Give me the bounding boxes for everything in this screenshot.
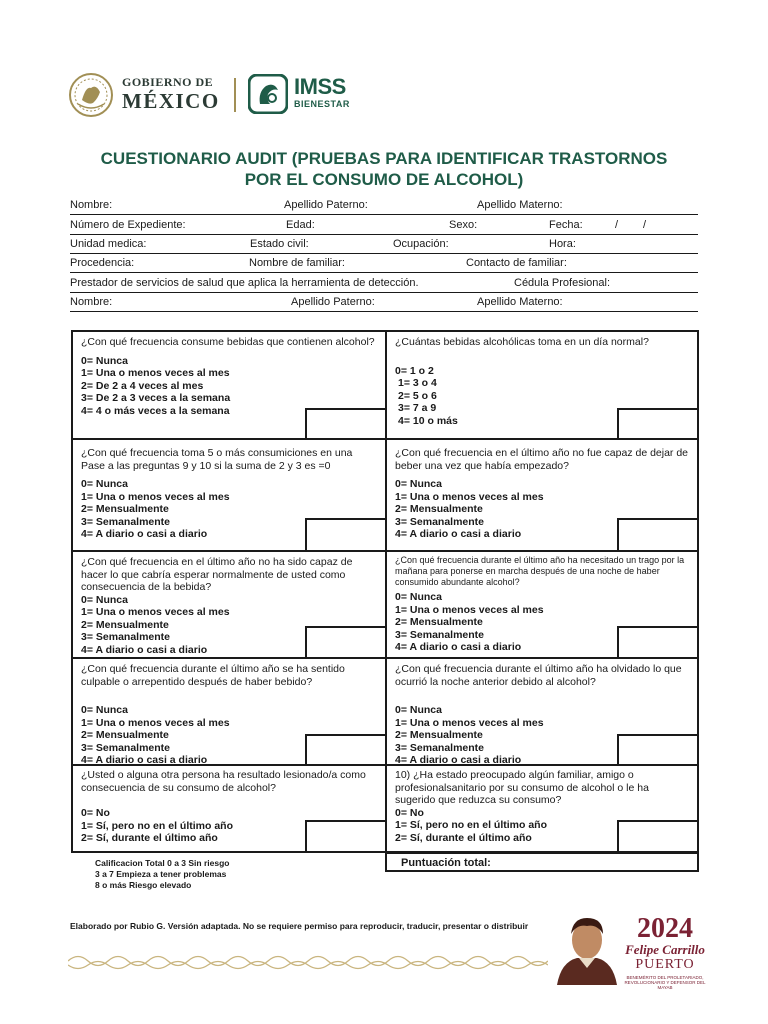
portrait-illustration-icon <box>553 910 621 985</box>
question-6-text: ¿Con qué frecuencia durante el último año ha necesitado un trago por la mañana para ponerse en marcha después de una noche de haber consumido abundante alcohol? <box>395 555 685 587</box>
anniversary-name: Felipe Carrillo <box>625 942 705 957</box>
form-row-unidad[interactable] <box>70 235 698 254</box>
question-9-text: ¿Usted o alguna otra persona ha resultado lesionado/a como consecuencia de su consumo de alcohol? <box>81 769 366 794</box>
label-apellido-paterno: Apellido Paterno: <box>284 199 368 211</box>
q8-answer-box[interactable] <box>617 734 699 766</box>
document-title <box>40 148 728 190</box>
q4-option-4: 4= A diario o casi a diario <box>395 528 522 540</box>
form-row-prestador-name[interactable] <box>70 293 698 312</box>
q10-option-1: 1= Sí, pero no en el último año <box>395 819 547 831</box>
q1-answer-box[interactable] <box>305 408 387 440</box>
q1-option-2: 2= De 2 a 4 veces al mes <box>81 379 204 392</box>
label-apellido-materno-prestador: Apellido Materno: <box>477 296 563 308</box>
footer-credit: Elaborado por Rubio G. Versión adaptada. No se requiere permiso para reproducir, traducir, presentar o distribuir <box>70 921 529 931</box>
q6-option-4: 4= A diario o casi a diario <box>395 641 522 653</box>
q5-option-3: 3= Semanalmente <box>81 631 171 643</box>
q5-option-0: 0= Nunca <box>81 593 128 606</box>
header-divider <box>234 78 236 112</box>
q1-option-3: 3= De 2 a 3 veces a la semana <box>81 392 231 404</box>
form-row-patient-name[interactable] <box>70 196 698 215</box>
q1-option-4: 4= 4 o más veces a la semana <box>81 404 230 417</box>
q2-option-0: 0= 1 o 2 <box>395 364 434 377</box>
title-line1: CUESTIONARIO AUDIT (PRUEBAS PARA IDENTIFICAR TRASTORNOS <box>100 149 668 168</box>
q4-answer-box[interactable] <box>617 518 699 550</box>
q9-option-1: 1= Sí, pero no en el último año <box>81 819 233 832</box>
q3-option-0: 0= Nunca <box>81 478 128 490</box>
q9-option-2: 2= Sí, durante el último año <box>81 832 218 844</box>
q7-option-4: 4= A diario o casi a diario <box>81 754 208 766</box>
label-nombre: Nombre: <box>70 199 113 211</box>
scoring-legend <box>95 858 229 891</box>
q8-option-2: 2= Mensualmente <box>395 729 483 741</box>
question-1-text: ¿Con qué frecuencia consume bebidas que contienen alcohol? <box>81 336 375 348</box>
q6-option-0: 0= Nunca <box>395 591 442 603</box>
q9-option-0: 0= No <box>81 807 110 819</box>
label-edad: Edad: <box>286 219 315 231</box>
q9-answer-box[interactable] <box>305 820 387 852</box>
form-row-prestador[interactable] <box>70 274 698 293</box>
gobierno-line2: MÉXICO <box>122 89 220 113</box>
gobierno-logo-text <box>122 76 220 112</box>
gobierno-line1: GOBIERNO DE <box>122 75 214 89</box>
q6-answer-box[interactable] <box>617 626 699 658</box>
q4-option-2: 2= Mensualmente <box>395 503 483 515</box>
q6-option-3: 3= Semanalmente <box>395 628 485 641</box>
label-contacto-familiar: Contacto de familiar: <box>466 257 567 269</box>
label-prestador: Prestador de servicios de salud que aplica la herramienta de detección. <box>70 277 419 289</box>
q5-answer-box[interactable] <box>305 626 387 658</box>
question-8-text: ¿Con qué frecuencia durante el último año ha olvidado lo que ocurrió la noche anterior debido al alcohol? <box>395 663 682 688</box>
q3-option-1: 1= Una o menos veces al mes <box>81 490 230 503</box>
q5-option-4: 4= A diario o casi a diario <box>81 643 208 656</box>
label-sexo: Sexo: <box>449 219 478 231</box>
q8-option-0: 0= Nunca <box>395 704 442 716</box>
question-7-text: ¿Con qué frecuencia durante el último año se ha sentido culpable o arrepentido después de haber bebido? <box>81 663 345 688</box>
q2-option-2: 2= 5 o 6 <box>398 389 437 402</box>
imss-emblem-icon <box>248 74 288 114</box>
label-nombre-prestador: Nombre: <box>70 296 113 308</box>
q7-option-1: 1= Una o menos veces al mes <box>81 716 230 729</box>
question-2-text: ¿Cuántas bebidas alcohólicas toma en un día normal? <box>395 336 649 348</box>
q6-option-2: 2= Mensualmente <box>395 616 483 628</box>
mexico-seal-icon <box>68 72 114 118</box>
imss-line2: BIENESTAR <box>294 99 350 109</box>
header-logos <box>68 72 368 120</box>
anniversary-year: 2024 <box>637 913 693 944</box>
q8-option-4: 4= A diario o casi a diario <box>395 754 522 766</box>
label-fecha: Fecha: <box>549 219 583 231</box>
label-unidad-medica: Unidad medica: <box>70 238 147 250</box>
label-estado-civil: Estado civil: <box>250 238 309 250</box>
date-slash-2: / <box>643 219 647 231</box>
q7-answer-box[interactable] <box>305 734 387 766</box>
q5-option-2: 2= Mensualmente <box>81 618 169 631</box>
q2-option-4: 4= 10 o más <box>398 414 458 427</box>
label-apellido-paterno-prestador: Apellido Paterno: <box>291 296 375 308</box>
question-1 <box>81 336 377 417</box>
grid-divider-row2 <box>71 550 699 552</box>
label-ocupacion: Ocupación: <box>393 238 449 250</box>
q7-option-3: 3= Semanalmente <box>81 741 171 754</box>
q1-option-1: 1= Una o menos veces al mes <box>81 367 230 379</box>
imss-line1: IMSS <box>294 74 346 99</box>
anniversary-logo <box>620 915 710 990</box>
q4-option-1: 1= Una o menos veces al mes <box>395 490 544 503</box>
q10-option-0: 0= No <box>395 806 424 819</box>
q1-option-0: 0= Nunca <box>81 354 128 367</box>
label-expediente: Número de Expediente: <box>70 219 186 231</box>
scoring-line-2: 3 a 7 Empieza a tener problemas <box>95 869 227 879</box>
question-5-text: ¿Con qué frecuencia en el último año no ha sido capaz de hacer lo que cabría esperar normalmente de usted como consecuencia de la bebida? <box>81 556 353 593</box>
anniversary-place: PUERTO <box>635 957 695 972</box>
scoring-line-3: 8 o más Riesgo elevado <box>95 880 192 890</box>
date-slash-1: / <box>615 219 619 231</box>
label-procedencia: Procedencia: <box>70 257 135 269</box>
q4-option-0: 0= Nunca <box>395 478 442 490</box>
q8-option-1: 1= Una o menos veces al mes <box>395 716 544 729</box>
q7-option-2: 2= Mensualmente <box>81 729 169 741</box>
label-cedula: Cédula Profesional: <box>514 277 611 289</box>
q8-option-3: 3= Semanalmente <box>395 741 485 754</box>
q5-option-1: 1= Una o menos veces al mes <box>81 606 230 618</box>
label-hora: Hora: <box>549 238 576 250</box>
question-4-text: ¿Con qué frecuencia en el último año no fue capaz de dejar de beber una vez que había empezado? <box>395 447 689 472</box>
q10-answer-box[interactable] <box>617 820 699 852</box>
decorative-border-icon <box>68 950 548 972</box>
total-score-label: Puntuación total: <box>401 857 491 869</box>
q3-answer-box[interactable] <box>305 518 387 550</box>
q7-option-0: 0= Nunca <box>81 704 128 716</box>
total-score-field[interactable] <box>385 852 699 872</box>
title-line2: POR EL CONSUMO DE ALCOHOL) <box>244 170 524 189</box>
form-row-expediente[interactable] <box>70 216 698 235</box>
question-10-text: 10) ¿Ha estado preocupado algún familiar, amigo o profesionalsanitario por su consumo de alcohol o le ha sugerido que reduzca su consumo? <box>395 769 649 806</box>
label-apellido-materno: Apellido Materno: <box>477 199 563 211</box>
label-nombre-familiar: Nombre de familiar: <box>249 257 345 269</box>
q2-answer-box[interactable] <box>617 408 699 440</box>
anniversary-tagline: BENEMÉRITO DEL PROLETARIADO, REVOLUCIONARIO Y DEFENSOR DEL MAYAB <box>624 975 706 990</box>
q3-option-4: 4= A diario o casi a diario <box>81 528 208 540</box>
q2-option-1: 1= 3 o 4 <box>398 377 437 389</box>
question-3-text: ¿Con qué frecuencia toma 5 o más consumiciones en una Pase a las preguntas 9 y 10 si la suma de 2 y 3 es =0 <box>81 447 353 472</box>
q4-option-3: 3= Semanalmente <box>395 515 485 528</box>
q3-option-3: 3= Semanalmente <box>81 515 171 528</box>
scoring-line-1: Calificacion Total 0 a 3 Sin riesgo <box>95 858 230 868</box>
q10-option-2: 2= Sí, durante el último año <box>395 831 532 844</box>
q6-option-1: 1= Una o menos veces al mes <box>395 603 544 616</box>
q2-option-3: 3= 7 a 9 <box>398 402 437 414</box>
imss-logo-text <box>294 76 350 109</box>
form-row-procedencia[interactable] <box>70 254 698 273</box>
q3-option-2: 2= Mensualmente <box>81 503 169 515</box>
